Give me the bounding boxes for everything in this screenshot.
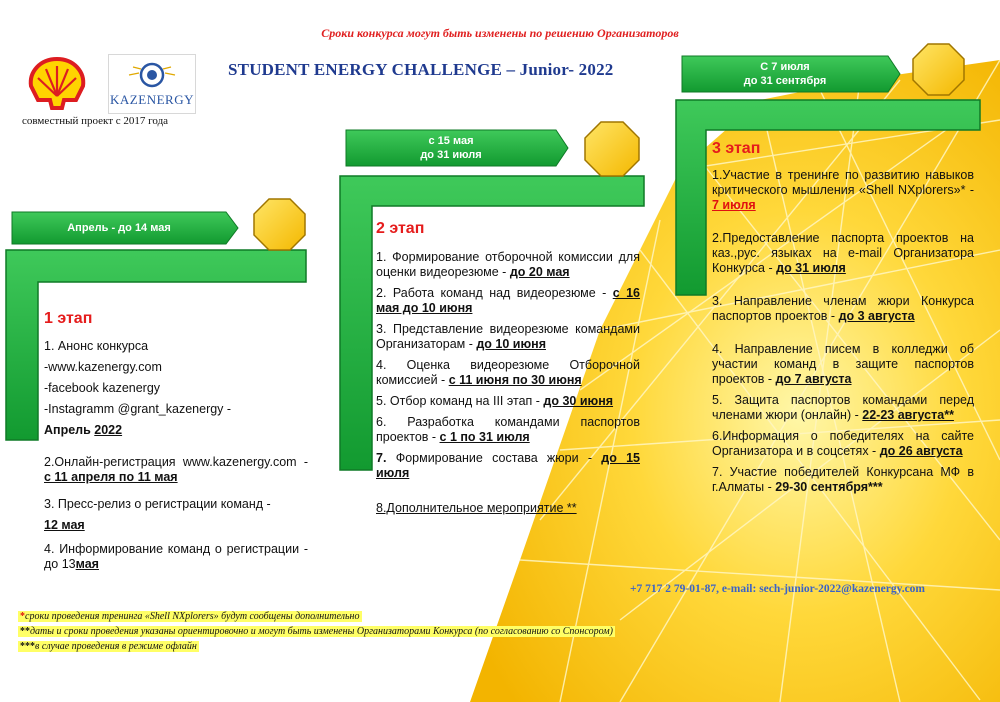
stage3-item-2-text: 2.Предоставление паспорта проектов на каз.,рус. языках на e-mail Организатора Конкурса - bbox=[712, 231, 974, 275]
stage3-item-6 bbox=[712, 429, 974, 459]
stage3-item-5-date: 22-23 августа** bbox=[862, 408, 954, 422]
stage1-item-1-facebook: -facebook kazenergy bbox=[44, 381, 161, 395]
stage2-item-3-date: до 10 июня bbox=[476, 337, 546, 351]
stage3-item-7-text: 7. Участие победителей Конкурсана МФ в г.Алматы - bbox=[712, 465, 974, 494]
footnote-3 bbox=[18, 641, 199, 652]
stage3-item-3 bbox=[712, 294, 974, 324]
stage2-item-4-date: с 11 июня по 30 июня bbox=[448, 373, 582, 387]
stage1-item-2-date: с 11 апреля по 11 мая bbox=[44, 470, 178, 484]
stage2-item-7-number: 7. bbox=[376, 451, 387, 465]
stage1-section bbox=[44, 310, 308, 572]
stage1-item-3-text: 3. Пресс-релиз о регистрации команд - bbox=[44, 497, 271, 511]
stage1-item-1-date-month: Апрель bbox=[44, 423, 91, 437]
partnership-note: совместный проект с 2017 года bbox=[22, 115, 169, 127]
stage2-item-5-text: 5. Отбор команд на III этап - bbox=[376, 394, 540, 408]
stage3-item-1 bbox=[712, 168, 974, 213]
stage1-item-3 bbox=[44, 494, 308, 536]
stage3-item-2-date: до 31 июля bbox=[776, 261, 846, 275]
stage3-item-1-text: 1.Участие в тренинге по развитию навыков критического мышления «Shell NXplorers»* - bbox=[712, 168, 974, 197]
stage3-item-5 bbox=[712, 393, 974, 423]
footnote-1 bbox=[18, 611, 362, 622]
stage2-item-7-date: до 15 июля bbox=[376, 451, 640, 480]
stage2-item-2 bbox=[376, 286, 640, 316]
stage1-item-1-text: 1. Анонс конкурса bbox=[44, 339, 149, 353]
top-note: Сроки конкурса могут быть изменены по решению Организаторов bbox=[321, 26, 679, 40]
kazenergy-logo bbox=[108, 54, 196, 114]
stage2-item-3 bbox=[376, 322, 640, 352]
stage2-item-4-text: 4. Оценка видеорезюме Отборочной комиссией - bbox=[376, 358, 640, 387]
stage3-item-1-date: 7 июля bbox=[712, 198, 756, 212]
stage1-period-text: Апрель - до 14 мая bbox=[67, 222, 171, 234]
stage2-item-2-text: 2. Работа команд над видеорезюме - bbox=[376, 286, 607, 300]
stage3-period bbox=[684, 60, 886, 88]
stage1-item-1 bbox=[44, 336, 308, 441]
stage3-item-6-date: до 26 августа bbox=[879, 444, 963, 458]
stage1-item-1-web: -www.kazenergy.com bbox=[44, 360, 162, 374]
stage3-item-7 bbox=[712, 465, 974, 495]
stage3-item-4 bbox=[712, 342, 974, 387]
page-title: STUDENT ENERGY CHALLENGE – Junior- 2022 bbox=[228, 60, 614, 79]
stage2-item-8: 8.Дополнительное мероприятие ** bbox=[376, 501, 577, 515]
stage1-period bbox=[14, 221, 224, 235]
stage2-item-7 bbox=[376, 451, 640, 481]
footnote-3-mark: *** bbox=[20, 641, 35, 652]
stage2-period-line2: до 31 июля bbox=[420, 149, 482, 161]
footnote-3-text: в случае проведения в режиме офлайн bbox=[35, 641, 197, 652]
kazenergy-emblem-icon bbox=[109, 55, 195, 89]
stage3-title: 3 этап bbox=[712, 140, 761, 157]
contact-info: +7 717 2 79-01-87, e-mail: sech-junior-2022@kazenergy.com bbox=[630, 583, 926, 595]
stage1-item-2-text: 2.Онлайн-регистрация www.kazenergy.com - bbox=[44, 455, 308, 469]
stage2-item-2-date: с 16 мая до 10 июня bbox=[376, 286, 640, 315]
stage2-item-1-date: до 20 мая bbox=[509, 265, 570, 279]
stage3-item-2 bbox=[712, 231, 974, 276]
stage2-item-6-date: с 1 по 31 июля bbox=[439, 430, 530, 444]
stage1-item-4 bbox=[44, 542, 308, 572]
stage2-item-3-text: 3. Представление видеорезюме командами Организаторам - bbox=[376, 322, 640, 351]
stage1-item-1-date-year: 2022 bbox=[94, 423, 123, 437]
stage2-item-5 bbox=[376, 394, 640, 409]
stage1-item-3-date: 12 мая bbox=[44, 518, 85, 532]
footnote-1-mark: * bbox=[20, 611, 25, 622]
stage2-item-1-text: 1. Формирование отборочной комиссии для оценки видеорезюме - bbox=[376, 250, 640, 279]
stage2-item-5-date: до 30 июня bbox=[543, 394, 614, 408]
footnote-2 bbox=[18, 626, 615, 637]
stage2-period-line1: с 15 мая bbox=[428, 135, 474, 147]
stage3-period-line2: до 31 сентября bbox=[743, 75, 827, 87]
footnote-2-mark: ** bbox=[20, 626, 30, 637]
stage3-item-6-text: 6.Информация о победителях на сайте Организатора и в соцсетях - bbox=[712, 429, 974, 458]
stage2-title: 2 этап bbox=[376, 220, 425, 237]
kazenergy-logo-text: KAZENERGY bbox=[110, 92, 194, 107]
stage2-period bbox=[348, 134, 554, 162]
shell-logo bbox=[26, 56, 88, 110]
stage1-title: 1 этап bbox=[44, 310, 93, 327]
stage3-item-3-date: до 3 августа bbox=[838, 309, 915, 323]
stage3-item-7-date: 29-30 сентября*** bbox=[775, 480, 883, 494]
stage2-item-6-text: 6. Разработка командами паспортов проектов - bbox=[376, 415, 640, 444]
stage1-item-2 bbox=[44, 455, 308, 485]
stage3-item-4-date: до 7 августа bbox=[775, 372, 852, 386]
footnote-2-text: даты и сроки проведения указаны ориентировочно и могут быть изменены Организаторами Конкурса (по согласованию со Спонсором) bbox=[30, 626, 613, 637]
stage2-item-1 bbox=[376, 250, 640, 280]
stage1-item-4-text: 4. Информирование команд о регистрации - до 13 bbox=[44, 542, 308, 571]
footnote-1-text: сроки проведения тренинга «Shell NXplorers» будут сообщены дополнительно bbox=[25, 611, 360, 622]
stage3-item-5-text: 5. Защита паспортов командами перед членами жюри (онлайн) - bbox=[712, 393, 974, 422]
stage3-section bbox=[712, 140, 974, 495]
stage3-item-4-text: 4. Направление писем в колледжи об участии команд в защите паспортов проектов - bbox=[712, 342, 974, 386]
stage2-item-6 bbox=[376, 415, 640, 445]
stage2-item-7-text: Формирование состава жюри - bbox=[395, 451, 593, 465]
shell-emblem-icon bbox=[26, 56, 88, 110]
stage1-item-1-instagram: -Instagramm @grant_kazenergy - bbox=[44, 402, 232, 416]
stage1-item-4-date: мая bbox=[75, 557, 99, 571]
stage2-section bbox=[376, 220, 640, 516]
stage3-period-line1: С 7 июля bbox=[760, 61, 810, 73]
stage2-item-4 bbox=[376, 358, 640, 388]
stage3-item-3-text: 3. Направление членам жюри Конкурса паспортов проектов - bbox=[712, 294, 974, 323]
